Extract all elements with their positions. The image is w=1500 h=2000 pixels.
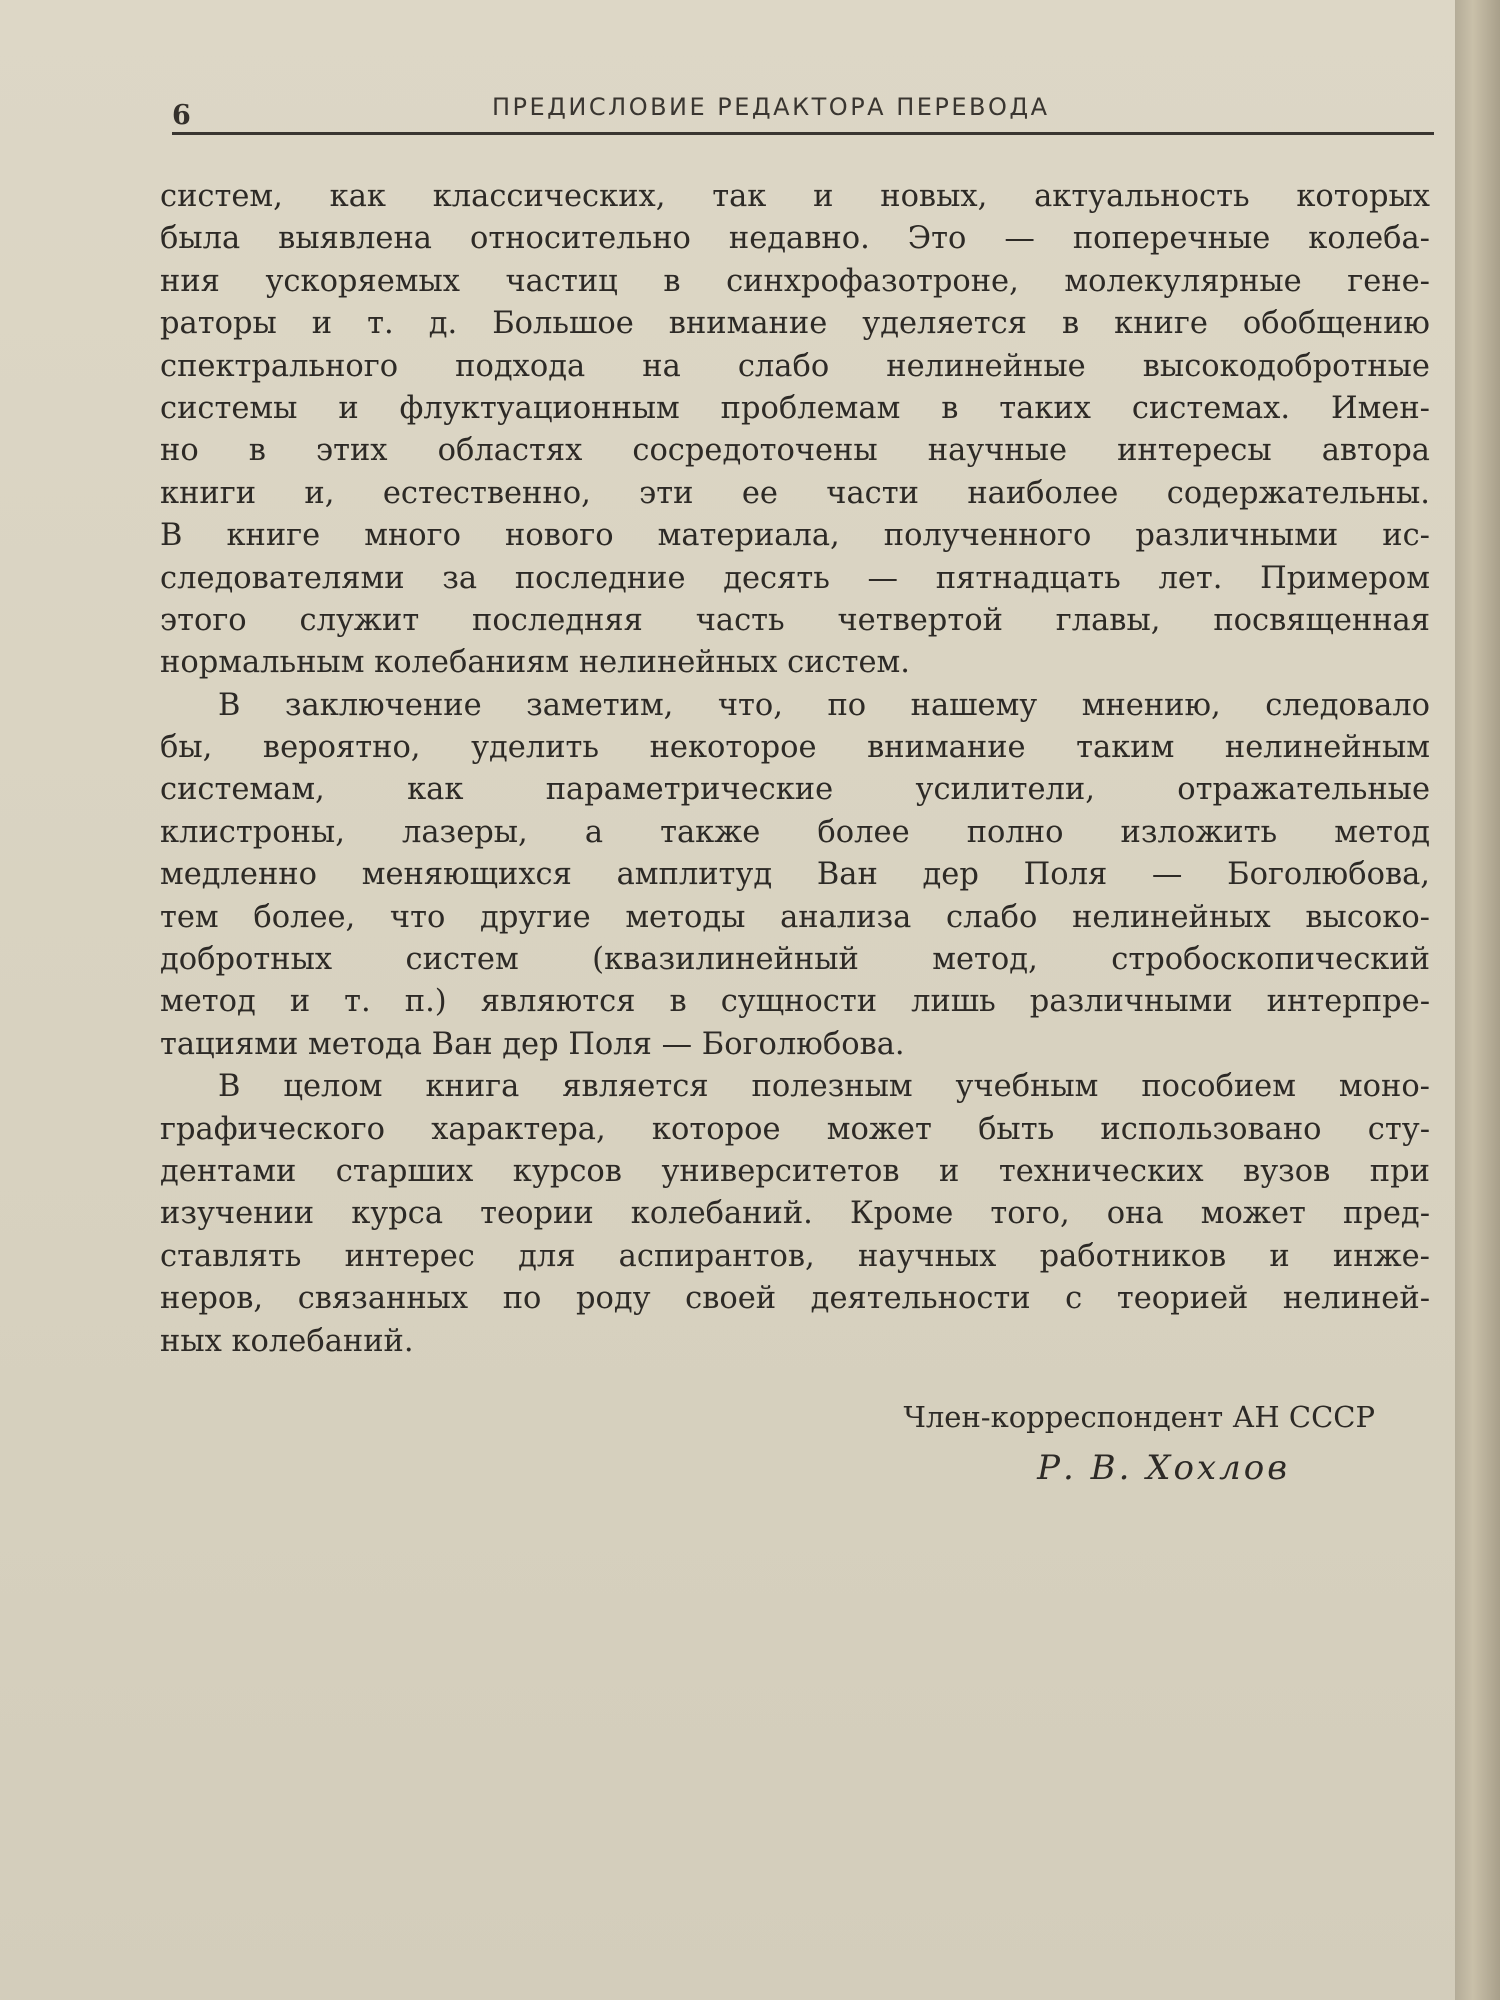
page-header	[172, 88, 1434, 135]
text-line: следователями за последние десять — пятнадцать лет. Примером	[160, 560, 1430, 596]
text-line: ния ускоряемых частиц в синхрофазотроне, молекулярные гене-	[160, 263, 1430, 299]
text-line: бы, вероятно, уделить некоторое внимание таким нелинейным	[160, 730, 1430, 766]
text-line: клистроны, лазеры, а также более полно изложить метод	[160, 814, 1430, 850]
text-line: изучении курса теории колебаний. Кроме того, она может пред-	[160, 1196, 1430, 1232]
page-edge	[1455, 0, 1500, 2000]
text-line: ных колебаний.	[160, 1323, 414, 1359]
signature-name: Р. В. Хохлов	[1037, 1448, 1290, 1488]
text-line: В книге много нового материала, полученного различными ис-	[160, 518, 1430, 554]
text-line: была выявлена относительно недавно. Это — поперечные колеба-	[160, 221, 1430, 257]
text-line: медленно меняющихся амплитуд Ван дер Поля — Боголюбова,	[160, 857, 1430, 893]
text-line: нормальным колебаниям нелинейных систем.	[160, 645, 910, 681]
text-line: книги и, естественно, эти ее части наиболее содержательны.	[160, 475, 1430, 511]
text-line: тем более, что другие методы анализа слабо нелинейных высоко-	[160, 899, 1430, 935]
text-line: графического характера, которое может быть использовано сту-	[160, 1111, 1430, 1147]
text-line: спектрального подхода на слабо нелинейные высокодобротные	[160, 348, 1430, 384]
signature-block	[903, 1395, 1375, 1497]
text-line: В заключение заметим, что, по нашему мнению, следовало	[218, 687, 1430, 723]
text-line: но в этих областях сосредоточены научные интересы автора	[160, 433, 1430, 469]
text-line: систем, как классических, так и новых, актуальность которых	[160, 179, 1430, 214]
text-line: В целом книга является полезным учебным пособием моно-	[218, 1069, 1430, 1105]
body-text	[160, 176, 1430, 1363]
page-number: 6	[172, 100, 191, 131]
text-line: системы и флуктуационным проблемам в таких системах. Имен-	[160, 390, 1430, 426]
text-line: ставлять интерес для аспирантов, научных работников и инже-	[160, 1238, 1430, 1274]
signature-title: Член-корреспондент АН СССР	[903, 1400, 1375, 1434]
text-line: добротных систем (квазилинейный метод, стробоскопический	[160, 942, 1430, 978]
text-line: раторы и т. д. Большое внимание уделяется в книге обобщению	[160, 306, 1430, 342]
text-line: метод и т. п.) являются в сущности лишь различными интерпре-	[160, 984, 1430, 1020]
running-title: ПРЕДИСЛОВИЕ РЕДАКТОРА ПЕРЕВОДА	[492, 93, 1050, 121]
text-line: тациями метода Ван дер Поля — Боголюбова.	[160, 1026, 905, 1062]
text-line: системам, как параметрические усилители, отражательные	[160, 772, 1430, 808]
text-line: этого служит последняя часть четвертой главы, посвященная	[160, 602, 1430, 638]
text-line: дентами старших курсов университетов и технических вузов при	[160, 1153, 1430, 1189]
text-line: неров, связанных по роду своей деятельности с теорией нелиней-	[160, 1281, 1430, 1317]
